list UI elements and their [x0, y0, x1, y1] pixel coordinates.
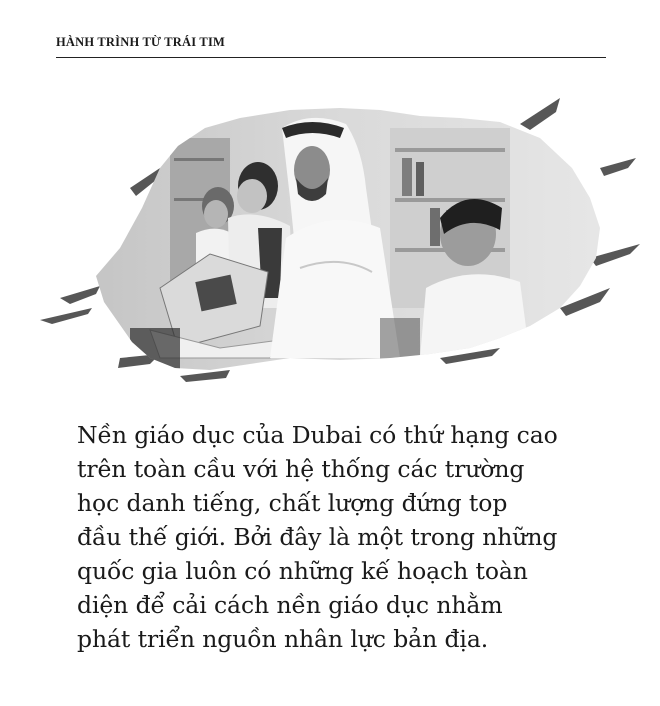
article-header	[56, 34, 606, 58]
section-title: HÀNH TRÌNH TỪ TRÁI TIM	[56, 35, 226, 49]
body-line: trên toàn cầu với hệ thống các trường	[77, 455, 525, 483]
body-line: quốc gia luôn có những kế hoạch toàn	[77, 557, 528, 585]
body-line: đầu thế giới. Bởi đây là một trong những	[77, 523, 558, 551]
body-line: học danh tiếng, chất lượng đứng top	[77, 489, 508, 517]
body-line: phát triển nguồn nhân lực bản địa.	[77, 625, 489, 653]
body-line: Nền giáo dục của Dubai có thứ hạng cao	[77, 421, 558, 449]
article-photo	[0, 58, 660, 418]
article-body	[77, 418, 617, 656]
grayscale-photo-brushstroke-icon	[0, 58, 660, 418]
body-line: diện để cải cách nền giáo dục nhằm	[77, 591, 503, 619]
